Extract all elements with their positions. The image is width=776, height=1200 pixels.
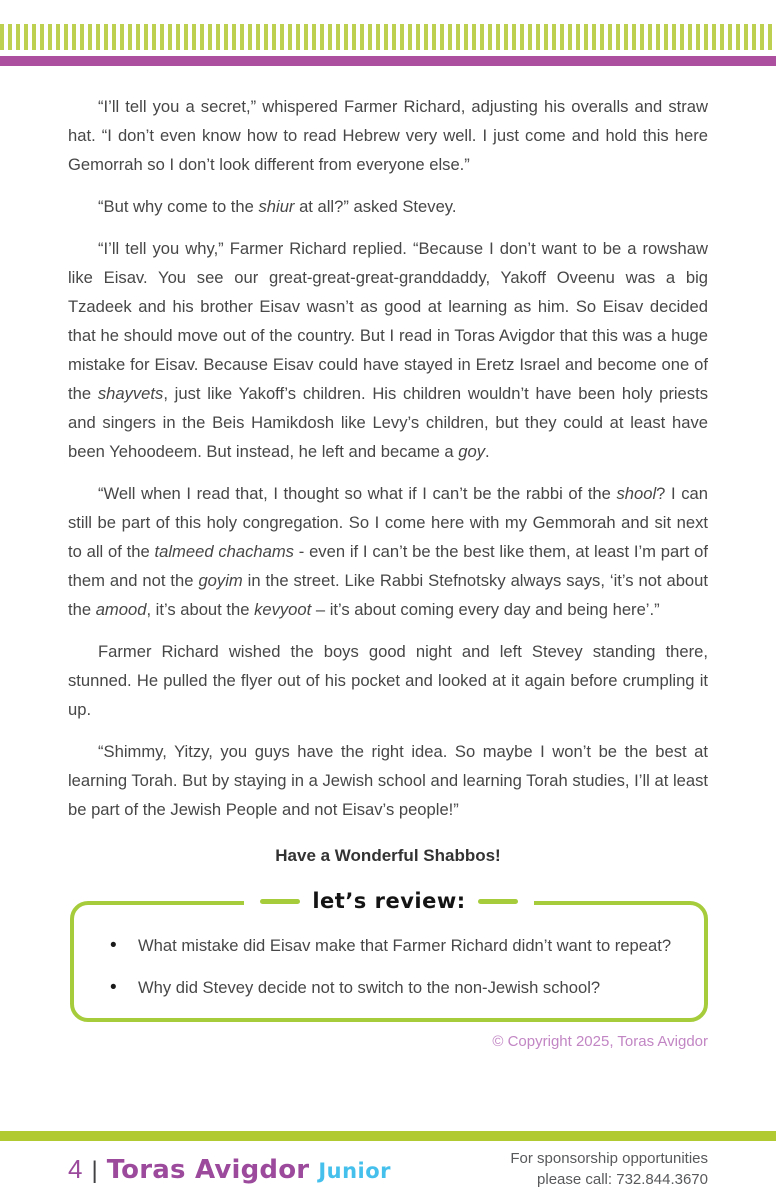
sponsorship-info [510,1148,708,1190]
decorative-stripe-border [0,24,776,50]
page-number: 4 [68,1153,83,1184]
brand-suffix: Junior [318,1158,392,1183]
story-paragraph: “I’ll tell you a secret,” whispered Farmer Richard, adjusting his overalls and straw hat. “I don’t even know how to read Hebrew very well. I just come and hold this here Gemorrah so I don’t look different from everyone else.” [68,97,708,174]
story-paragraph: Farmer Richard wished the boys good night and left Stevey standing there, stunned. He pulled the flyer out of his pocket and looked at it again before crumpling it up. [68,642,708,719]
brand-name: Toras Avigdor [106,1154,310,1185]
review-title-inner [244,888,533,914]
sponsorship-line-2: please call: 732.844.3670 [537,1171,708,1188]
copyright-notice: © Copyright 2025, Toras Avigdor [492,1033,708,1050]
title-dash-left [260,899,300,904]
story-paragraph: “Well when I read that, I thought so what if I can’t be the rabbi of the shool? I can still be part of this holy congregation. So I come here with my Gemmorah and sit next to all of the talmeed chachams - even if I can’t be the best like them, at least I’m part of them and not the goyim in the street. Like Rabbi Stefnotsky always says, ‘it’s not about the amood, it’s about the kevyoot – it’s about coming every day and being here’.” [68,484,708,619]
review-question [110,931,678,960]
review-title-row [74,888,704,914]
footer-separator: | [91,1156,98,1184]
page-content [68,92,708,1052]
footer-divider-bar [0,1131,776,1141]
footer-brand [68,1154,391,1185]
review-question-text: What mistake did Eisav make that Farmer Richard didn’t want to repeat? [138,936,672,955]
closing-line: Have a Wonderful Shabbos! [275,846,501,865]
magenta-divider-bar [0,56,776,66]
bullet-icon: • [110,935,117,956]
story-text [68,92,708,824]
bullet-icon: • [110,977,117,998]
review-question-list [88,931,678,1002]
sponsorship-line-1: For sponsorship opportunities [510,1150,708,1167]
review-box [70,889,708,1022]
review-question [110,973,678,1002]
review-title: let’s review: [312,889,466,913]
story-paragraph: “Shimmy, Yitzy, you guys have the right idea. So maybe I won’t be the best at learning Torah. But by staying in a Jewish school and learning Torah studies, I’ll at least be part of the Jewish People and not Eisav’s people!” [68,742,708,819]
title-dash-right [478,899,518,904]
story-paragraph: “But why come to the shiur at all?” asked Stevey. [98,197,457,216]
story-paragraph: “I’ll tell you why,” Farmer Richard replied. “Because I don’t want to be a rowshaw like Eisav. You see our great-great-great-granddaddy, Yakoff Oveenu was a big Tzadeek and his brother Eisav wasn’t as good at learning as him. So Eisav decided that he should move out of the country. But I read in Toras Avigdor that this was a huge mistake for Eisav. Because Eisav could have stayed in Eretz Israel and become one of the shayvets, just like Yakoff’s children. His children wouldn’t have been holy priests and singers in the Beis Hamikdosh like Levy’s children, but they could at least have been Yehoodeem. But instead, he left and became a goy. [68,239,708,461]
page-footer [68,1148,708,1190]
review-question-text: Why did Stevey decide not to switch to the non-Jewish school? [138,978,601,997]
